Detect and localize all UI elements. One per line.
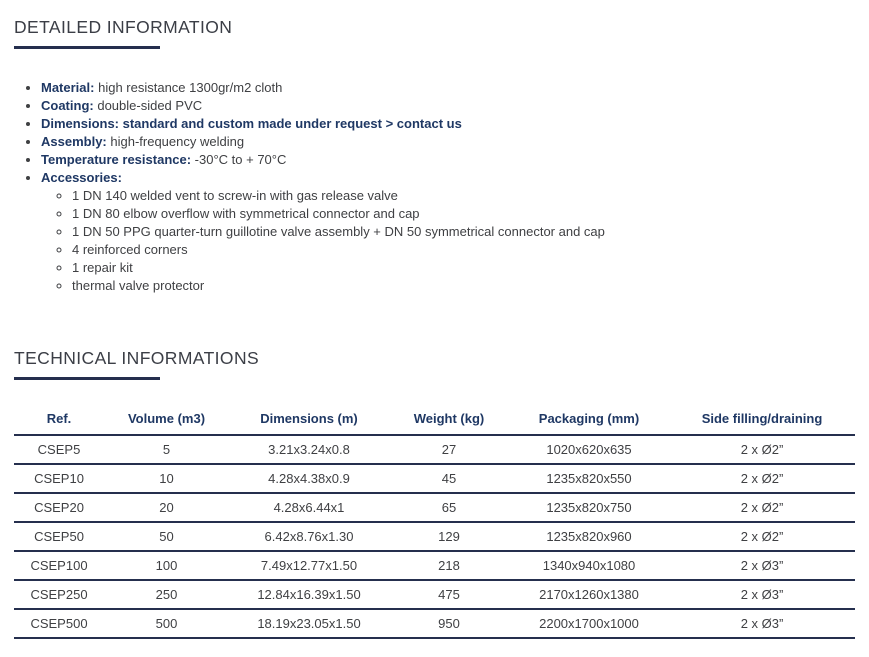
- detail-item-dimensions: [41, 115, 855, 133]
- table-header-volume: Volume (m3): [104, 405, 229, 435]
- detail-value: high-frequency welding: [110, 134, 245, 149]
- detail-item-coating: [41, 97, 855, 115]
- technical-table: [14, 405, 855, 639]
- table-cell: 18.19x23.05x1.50: [229, 609, 389, 638]
- table-header-packaging: Packaging (mm): [509, 405, 669, 435]
- table-cell: 2 x Ø2”: [669, 493, 855, 522]
- table-cell: 1235x820x960: [509, 522, 669, 551]
- detail-label: Accessories:: [41, 170, 122, 185]
- accessory-item: ◦ 4 reinforced corners: [72, 241, 855, 259]
- table-cell: 218: [389, 551, 509, 580]
- table-cell: 100: [104, 551, 229, 580]
- detail-value: double-sided PVC: [97, 98, 203, 113]
- table-cell: CSEP5: [14, 435, 104, 464]
- contact-us-link[interactable]: contact us: [396, 116, 462, 131]
- detailed-information-title: DETAILED INFORMATION: [14, 17, 233, 37]
- detail-label: Material:: [41, 80, 95, 95]
- detail-label: Coating:: [41, 98, 94, 113]
- table-row-csep50: [14, 522, 855, 551]
- title-underline: [14, 46, 160, 49]
- detail-value: high resistance 1300gr/m2 cloth: [98, 80, 283, 95]
- table-cell: CSEP500: [14, 609, 104, 638]
- table-cell: 950: [389, 609, 509, 638]
- table-cell: 250: [104, 580, 229, 609]
- table-cell: CSEP10: [14, 464, 104, 493]
- table-cell: 2 x Ø2”: [669, 435, 855, 464]
- table-row-csep10: [14, 464, 855, 493]
- table-cell: 10: [104, 464, 229, 493]
- table-row-csep250: [14, 580, 855, 609]
- table-cell: 3.21x3.24x0.8: [229, 435, 389, 464]
- detail-item-material: [41, 79, 855, 97]
- detail-value: -30°C to + 70°C: [194, 152, 287, 167]
- table-header-dimensions: Dimensions (m): [229, 405, 389, 435]
- accessory-item: ◦ thermal valve protector: [72, 277, 855, 295]
- table-cell: 50: [104, 522, 229, 551]
- accessory-item: ◦ 1 repair kit: [72, 259, 855, 277]
- table-cell: 500: [104, 609, 229, 638]
- table-cell: CSEP20: [14, 493, 104, 522]
- technical-informations-title: TECHNICAL INFORMATIONS: [14, 348, 260, 368]
- table-cell: 2200x1700x1000: [509, 609, 669, 638]
- table-cell: 2 x Ø3”: [669, 551, 855, 580]
- accessory-item: ◦ 1 DN 140 welded vent to screw-in with gas release valve: [72, 187, 855, 205]
- table-row-csep20: [14, 493, 855, 522]
- table-row-csep500: [14, 609, 855, 638]
- detail-label: Assembly:: [41, 134, 107, 149]
- detail-item-accessories: [41, 169, 855, 295]
- table-row-csep100: [14, 551, 855, 580]
- table-cell: 4.28x4.38x0.9: [229, 464, 389, 493]
- accessory-item: ◦ 1 DN 50 PPG quarter-turn guillotine valve assembly + DN 50 symmetrical connector and cap: [72, 223, 855, 241]
- table-header-row: [14, 405, 855, 435]
- table-cell: 2 x Ø3”: [669, 609, 855, 638]
- title-underline: [14, 377, 160, 380]
- table-cell: 45: [389, 464, 509, 493]
- table-header-weight: Weight (kg): [389, 405, 509, 435]
- table-cell: 65: [389, 493, 509, 522]
- detail-item-temperature: [41, 151, 855, 169]
- table-cell: 5: [104, 435, 229, 464]
- table-cell: CSEP250: [14, 580, 104, 609]
- table-header-side-filling: Side filling/draining: [669, 405, 855, 435]
- detail-label: Temperature resistance:: [41, 152, 192, 167]
- table-cell: 1020x620x635: [509, 435, 669, 464]
- table-cell: 2 x Ø3”: [669, 580, 855, 609]
- table-cell: 2 x Ø2”: [669, 522, 855, 551]
- table-cell: 12.84x16.39x1.50: [229, 580, 389, 609]
- table-cell: CSEP100: [14, 551, 104, 580]
- table-cell: 7.49x12.77x1.50: [229, 551, 389, 580]
- table-cell: 4.28x6.44x1: [229, 493, 389, 522]
- accessories-list: [41, 187, 855, 295]
- table-cell: 1235x820x750: [509, 493, 669, 522]
- table-cell: 475: [389, 580, 509, 609]
- table-header-ref: Ref.: [14, 405, 104, 435]
- table-cell: 129: [389, 522, 509, 551]
- table-cell: 6.42x8.76x1.30: [229, 522, 389, 551]
- table-cell: CSEP50: [14, 522, 104, 551]
- table-cell: 2 x Ø2”: [669, 464, 855, 493]
- table-row-csep5: [14, 435, 855, 464]
- table-cell: 1235x820x550: [509, 464, 669, 493]
- table-cell: 2170x1260x1380: [509, 580, 669, 609]
- detail-item-assembly: [41, 133, 855, 151]
- table-cell: 1340x940x1080: [509, 551, 669, 580]
- table-cell: 27: [389, 435, 509, 464]
- detail-label: Dimensions: standard and custom made under request >: [41, 116, 394, 131]
- accessory-item: ◦ 1 DN 80 elbow overflow with symmetrical connector and cap: [72, 205, 855, 223]
- detail-list: [14, 79, 855, 295]
- table-cell: 20: [104, 493, 229, 522]
